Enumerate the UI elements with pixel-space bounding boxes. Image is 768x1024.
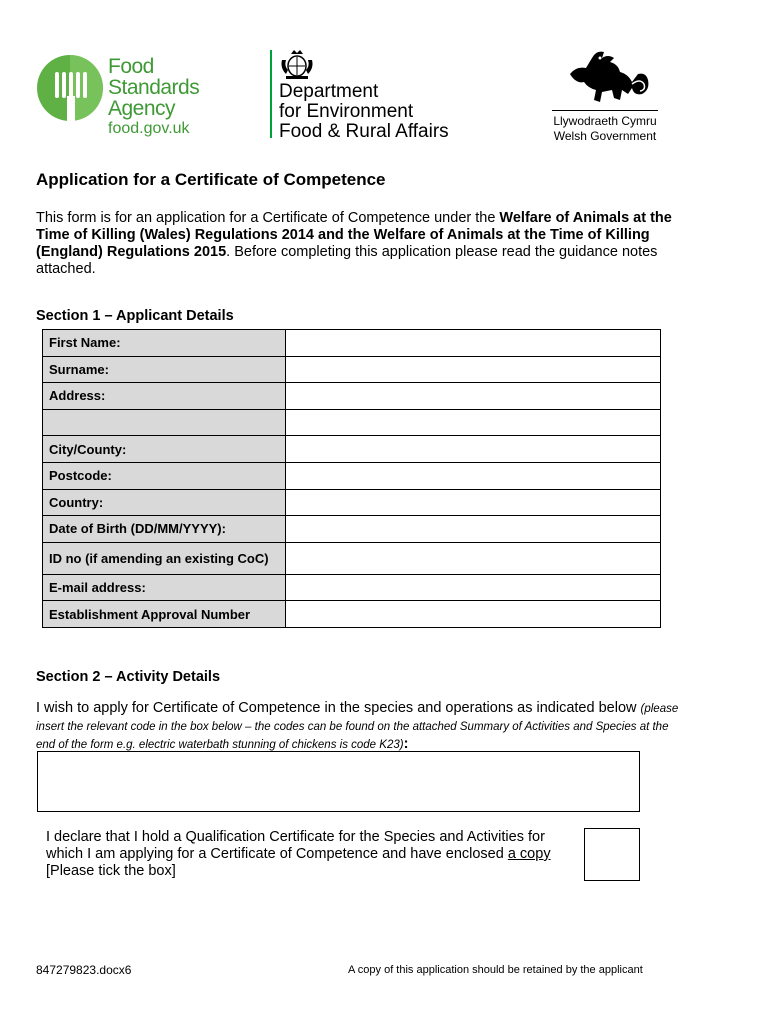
- welsh-divider: [552, 110, 658, 111]
- table-row: [43, 462, 661, 489]
- first-name-field[interactable]: [286, 330, 661, 357]
- table-row: [43, 330, 661, 357]
- applicant-details-table: [42, 329, 661, 628]
- date-of-birth-field[interactable]: [286, 516, 661, 543]
- defra-line-2: for Environment: [279, 101, 414, 122]
- table-row: [43, 516, 661, 543]
- defra-line-3: Food & Rural Affairs: [279, 121, 449, 142]
- fsa-url: food.gov.uk: [108, 120, 190, 137]
- declaration-text-2: [Please tick the box]: [46, 863, 176, 879]
- activity-note-colon: :: [403, 736, 409, 752]
- activity-code-field[interactable]: [37, 751, 640, 812]
- page-title: Application for a Certificate of Competence: [36, 170, 386, 189]
- defra-line-1: Department: [279, 81, 379, 102]
- section-1-heading: Section 1 – Applicant Details: [36, 308, 234, 324]
- date-of-birth-label: Date of Birth (DD/MM/YYYY):: [43, 516, 286, 543]
- declaration-checkbox[interactable]: [584, 828, 640, 881]
- fsa-logo-line-2: Standards: [108, 76, 200, 99]
- address-line-2-field[interactable]: [286, 409, 661, 436]
- table-row: [43, 356, 661, 383]
- table-row: [43, 436, 661, 463]
- first-name-label: First Name:: [43, 330, 286, 357]
- id-no-label: ID no (if amending an existing CoC): [43, 542, 286, 574]
- defra-bar: [270, 50, 272, 138]
- email-label: E-mail address:: [43, 574, 286, 601]
- surname-label: Surname:: [43, 356, 286, 383]
- country-label: Country:: [43, 489, 286, 516]
- email-field[interactable]: [286, 574, 661, 601]
- welsh-line-2: Welsh Government: [553, 129, 657, 143]
- id-no-field[interactable]: [286, 542, 661, 574]
- establishment-approval-field[interactable]: [286, 601, 661, 628]
- section-2-heading: Section 2 – Activity Details: [36, 669, 221, 685]
- table-row: [43, 409, 661, 436]
- royal-crest-icon: [278, 48, 316, 80]
- activity-intro-text: I wish to apply for Certificate of Competence in the species and operations as indicated below: [36, 700, 641, 716]
- document-id: 847279823.docx6: [36, 963, 132, 977]
- declaration-text-1: I declare that I hold a Qualification Certificate for the Species and Activities for which I am applying for a Certificate of Competence and have enclosed: [46, 829, 545, 862]
- postcode-field[interactable]: [286, 462, 661, 489]
- defra-logo-text: [279, 82, 449, 142]
- fsa-fork-icon: [36, 54, 104, 127]
- country-field[interactable]: [286, 489, 661, 516]
- table-row: [43, 383, 661, 410]
- welsh-dragon-icon: [562, 44, 654, 108]
- establishment-approval-label: Establishment Approval Number: [43, 601, 286, 628]
- intro-regulations: Welfare of Animals at the Time of Killing (Wales) Regulations 2014 and the Welfare of Animals at the Time of Killing (England) Regulations 2015: [36, 210, 672, 260]
- declaration-text: [46, 829, 576, 880]
- table-row: [43, 489, 661, 516]
- welsh-line-1: Llywodraeth Cymru: [553, 114, 657, 128]
- address-field[interactable]: [286, 383, 661, 410]
- city-county-label: City/County:: [43, 436, 286, 463]
- surname-field[interactable]: [286, 356, 661, 383]
- address-line-2-label: [43, 409, 286, 436]
- postcode-label: Postcode:: [43, 462, 286, 489]
- welsh-logo-text: [552, 114, 658, 144]
- table-row: [43, 542, 661, 574]
- address-label: Address:: [43, 383, 286, 410]
- fsa-logo-line-1: Food: [108, 55, 154, 78]
- fsa-logo-line-3: Agency: [108, 97, 176, 120]
- intro-text-2: . Before completing this application please read the guidance notes attached.: [36, 244, 658, 277]
- table-row: [43, 574, 661, 601]
- retention-note: A copy of this application should be retained by the applicant: [348, 964, 643, 976]
- declaration-underlined: a copy: [507, 846, 551, 862]
- activity-code-note: (please insert the relevant code in the box below – the codes can be found on the attached Summary of Activities and Species at the end of the form e.g. electric waterbath stunning of chickens is code K23): [36, 703, 679, 751]
- table-row: [43, 601, 661, 628]
- city-county-field[interactable]: [286, 436, 661, 463]
- fsa-logo: [36, 54, 216, 144]
- intro-text-1: This form is for an application for a Certificate of Competence under the: [36, 210, 500, 226]
- activity-instructions: [36, 700, 686, 754]
- intro-paragraph: [36, 210, 676, 278]
